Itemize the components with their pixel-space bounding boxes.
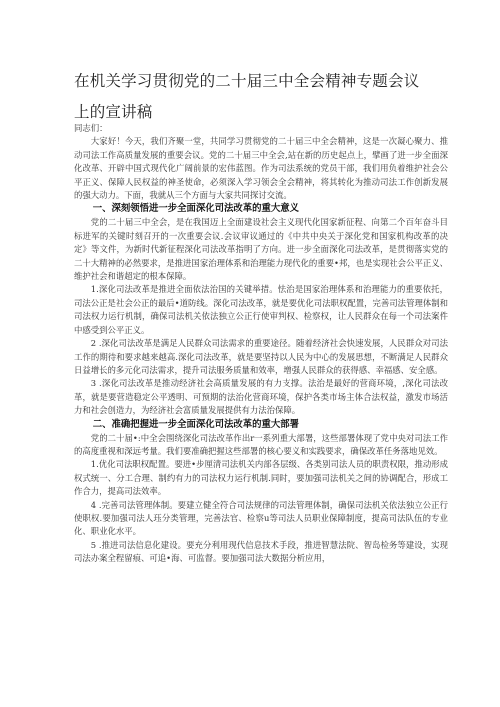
intro-paragraph: 大家好！今天，我们齐聚一堂，共同学习贯彻党的二十届三中全会精神，这是一次凝心聚力、推动司法工作高质量发展的重要会议。党的二十届三中全会,站在新的历史起点上，擘画了进一步全面深化改革、开辟中国式现代化广阔前景的宏伟蓝图。作为司法系统的党员干部，我们用负着维护社会公平正义、保障人民权益的神圣使命，必须深入学习领会全会精神，将其转化为推动司法工作创新发展的强大动力。下面，我就从三个方面与大家共同探讨交流。 [74,136,448,201]
section-1-heading: 一、深刻领悟进一步全面深化司法改革的重大意义 [92,203,300,215]
document-title: 在机关学习贯彻党的二十届三中全会精神专题会议上的宣讲稿 [74,72,420,121]
section-2-heading: 二、准确把握进一步全面深化司法改革的重大部署 [92,418,300,430]
section-1-paragraph-1: 党的二十届三中全会，是在我国迈上全面建设社会主义现代化国家新征程、向第二个百年奋斗目标进军的关键时刻召开的一次重要会议.会议审议通过的《中共中央关于深化党和国家机构改革的决定》等文件，为新时代新征程深化司法改革指明了方向。进一步全面深化司法改革，是贯彻落实党的二十大精神的必然要求，是推进国家治理体系和治理能力现代化的重要•邦，也是实现社会公平正义、维护社会和谐超定的根本保障。 [74,217,448,282]
section-2-paragraph-4: 5 .推进司法信息化建设。要充分利用现代信息技术手段，推进智慧法院、智岛检务等建设，实现司法办案全程留痕、可追•海、可监督。要加强司法大数据分析应用， [74,539,448,564]
section-1-paragraph-4: 3 .深化司法改革是推动经济社会高质量发展的有力支撑。法治是最好的营商环境，,深化司法改革，就是要营造稳定公平透明、可预期的法治化营商环境，保护各类市场主体合法权益，激发市场活力和社会创造力，为经济社会富质量发展提供有力法治保障。 [74,378,448,416]
document-body [74,122,448,566]
section-1-paragraph-2: 1.深化司法改革是推进全面依法治国的关键举措。怯治是国家治理体系和治理能力的重要依托，司法公正是社会公正的最后•道防线。深化司法改革，就是要优化司法职权配置，完善司法管理体制和司法权力运行机制，确保司法机关依法独立公正行使审判权、检察权，让人民群众在每一个司法案件中感受到公平正义。 [74,284,448,335]
section-2-paragraph-3: 4 .完善司法管理体制。要建立健全符合司法规律的司法管理体制，确保司法机关依法独立公正行使职权.要加强司法人珏分类管理，完善法官、检察u等司法人员职业保障制度，提高司法队伍的专业化、职业化水平。 [74,499,448,537]
section-2-paragraph-1: 党的二十届•:中全会围绕深化司法改革作出r一系列重大部署，这些部署体现了党中央对司法工作的高度重视和深远考量。我们要准确把握这些部署的核心要义和实践要求，确保改革任务落地见效。 [74,432,448,456]
section-1-paragraph-3: 2 .深化司法改革是满足人民群众司法需求的重要途径。随着经济社会快速发展，人民群众对司法工作的期待和要求越来越高.深化司法改革，就是要坚持以人民为中心的发展思想，不断满足人民群众日益增长的多元化司法需求，提升司法服务质量和效率，增强人民群众的获得感、幸福感、安全感。 [74,338,448,375]
section-2-paragraph-2: 1.优化司法职权配置。要进•步厘清司法机关内部各层级、各类别司法人员的职责权限，推动形成权式统一、分工合理、制约有力的司法权力运行机制.同时，要加强司法机关之间的协调配合，形成工作合力，提高司法效率。 [74,459,448,497]
salutation: 同志们： [74,123,108,133]
